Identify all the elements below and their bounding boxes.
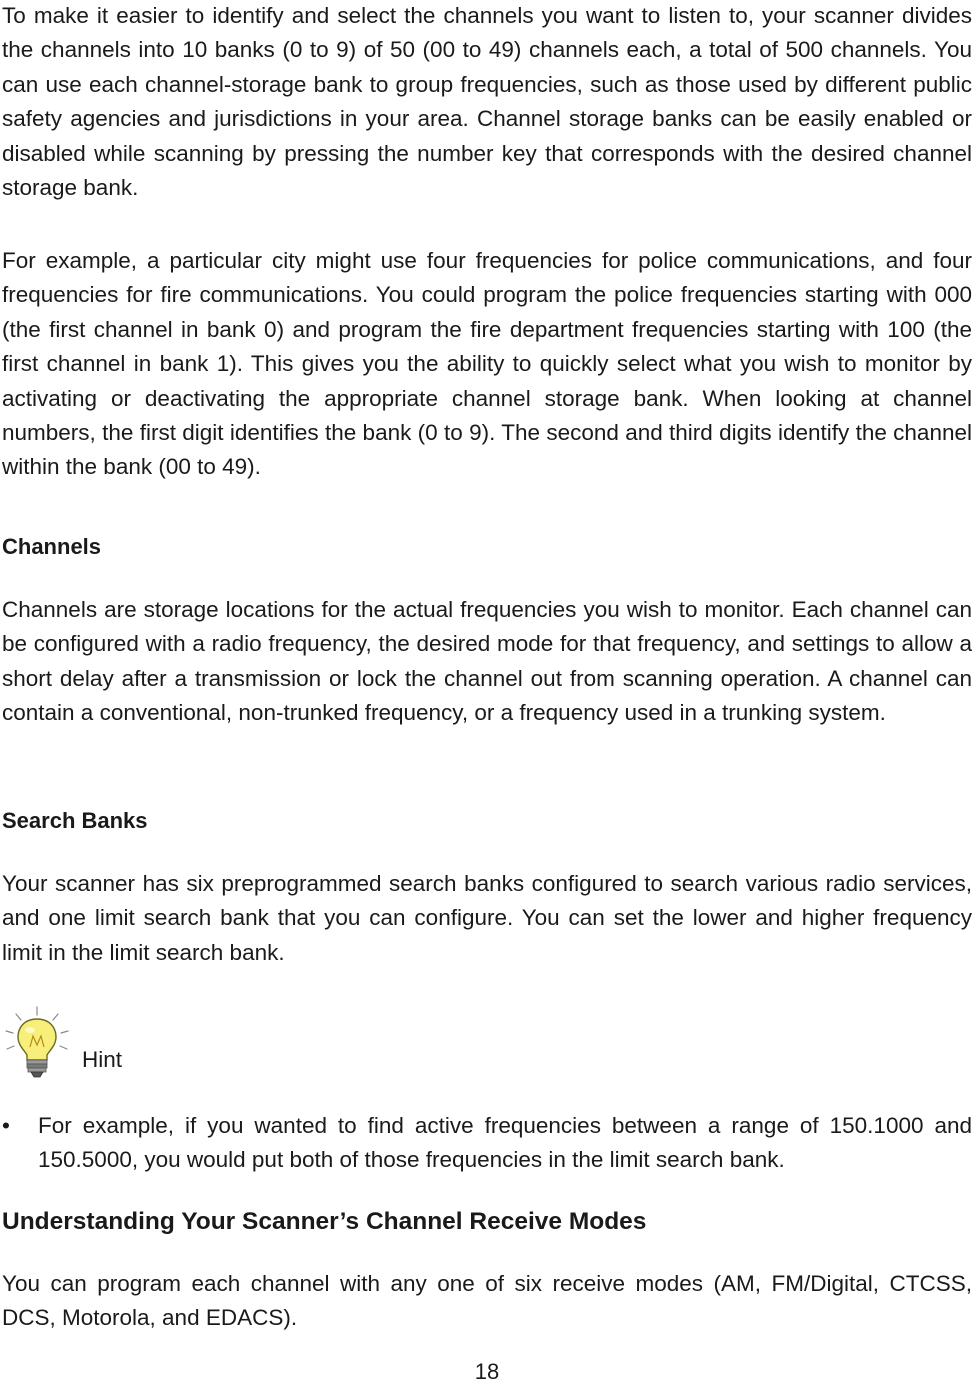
bullet-marker: •	[2, 1113, 10, 1138]
hint-label: Hint	[82, 1047, 123, 1072]
heading-receive-modes: Understanding Your Scanner’s Channel Receive Modes	[2, 1208, 647, 1235]
paragraph-search-banks: Your scanner has six preprogrammed search banks configured to search various radio services, and one limit search bank that you can configure. You can set the lower and higher frequency limit in the limit search bank.	[2, 871, 972, 965]
paragraph-receive-modes: You can program each channel with any one of six receive modes (AM, FM/Digital, CTCSS, DCS, Motorola, and EDACS).	[2, 1271, 972, 1331]
hint-bullet-text: For example, if you wanted to find active frequencies between a range of 150.1000 and 150.5000, you would put both of those frequencies in the limit search bank.	[38, 1113, 972, 1173]
lightbulb-icon	[2, 1005, 72, 1081]
paragraph-bank-example: For example, a particular city might use four frequencies for police communications, and four frequencies for fire communications. You could program the police frequencies starting with 000 (the first channel in bank 0) and program the fire department frequencies starting with 100 (the first channel in bank 1). This gives you the ability to quickly select what you wish to monitor by activating or deactivating the appropriate channel storage bank. When looking at channel numbers, the first digit identifies the bank (0 to 9). The second and third digits identify the channel within the bank (00 to 49).	[2, 248, 972, 480]
heading-channels: Channels	[2, 534, 102, 559]
paragraph-channels: Channels are storage locations for the actual frequencies you wish to monitor. Each channel can be configured with a radio frequency, the desired mode for that frequency, and settings to allow a short delay after a transmission or lock the channel out from scanning operation. A channel can contain a conventional, non-trunked frequency, or a frequency used in a trunking system.	[2, 597, 972, 726]
heading-search-banks: Search Banks	[2, 808, 148, 833]
page-number: 18	[474, 1359, 500, 1384]
paragraph-bank-intro: To make it easier to identify and select the channels you want to listen to, your scanner divides the channels into 10 banks (0 to 9) of 50 (00 to 49) channels each, a total of 500 channels. You can use each channel-storage bank to group frequencies, such as those used by different public safety agencies and jurisdictions in your area. Channel storage banks can be easily enabled or disabled while scanning by pressing the number key that corresponds with the desired channel storage bank.	[2, 3, 972, 201]
